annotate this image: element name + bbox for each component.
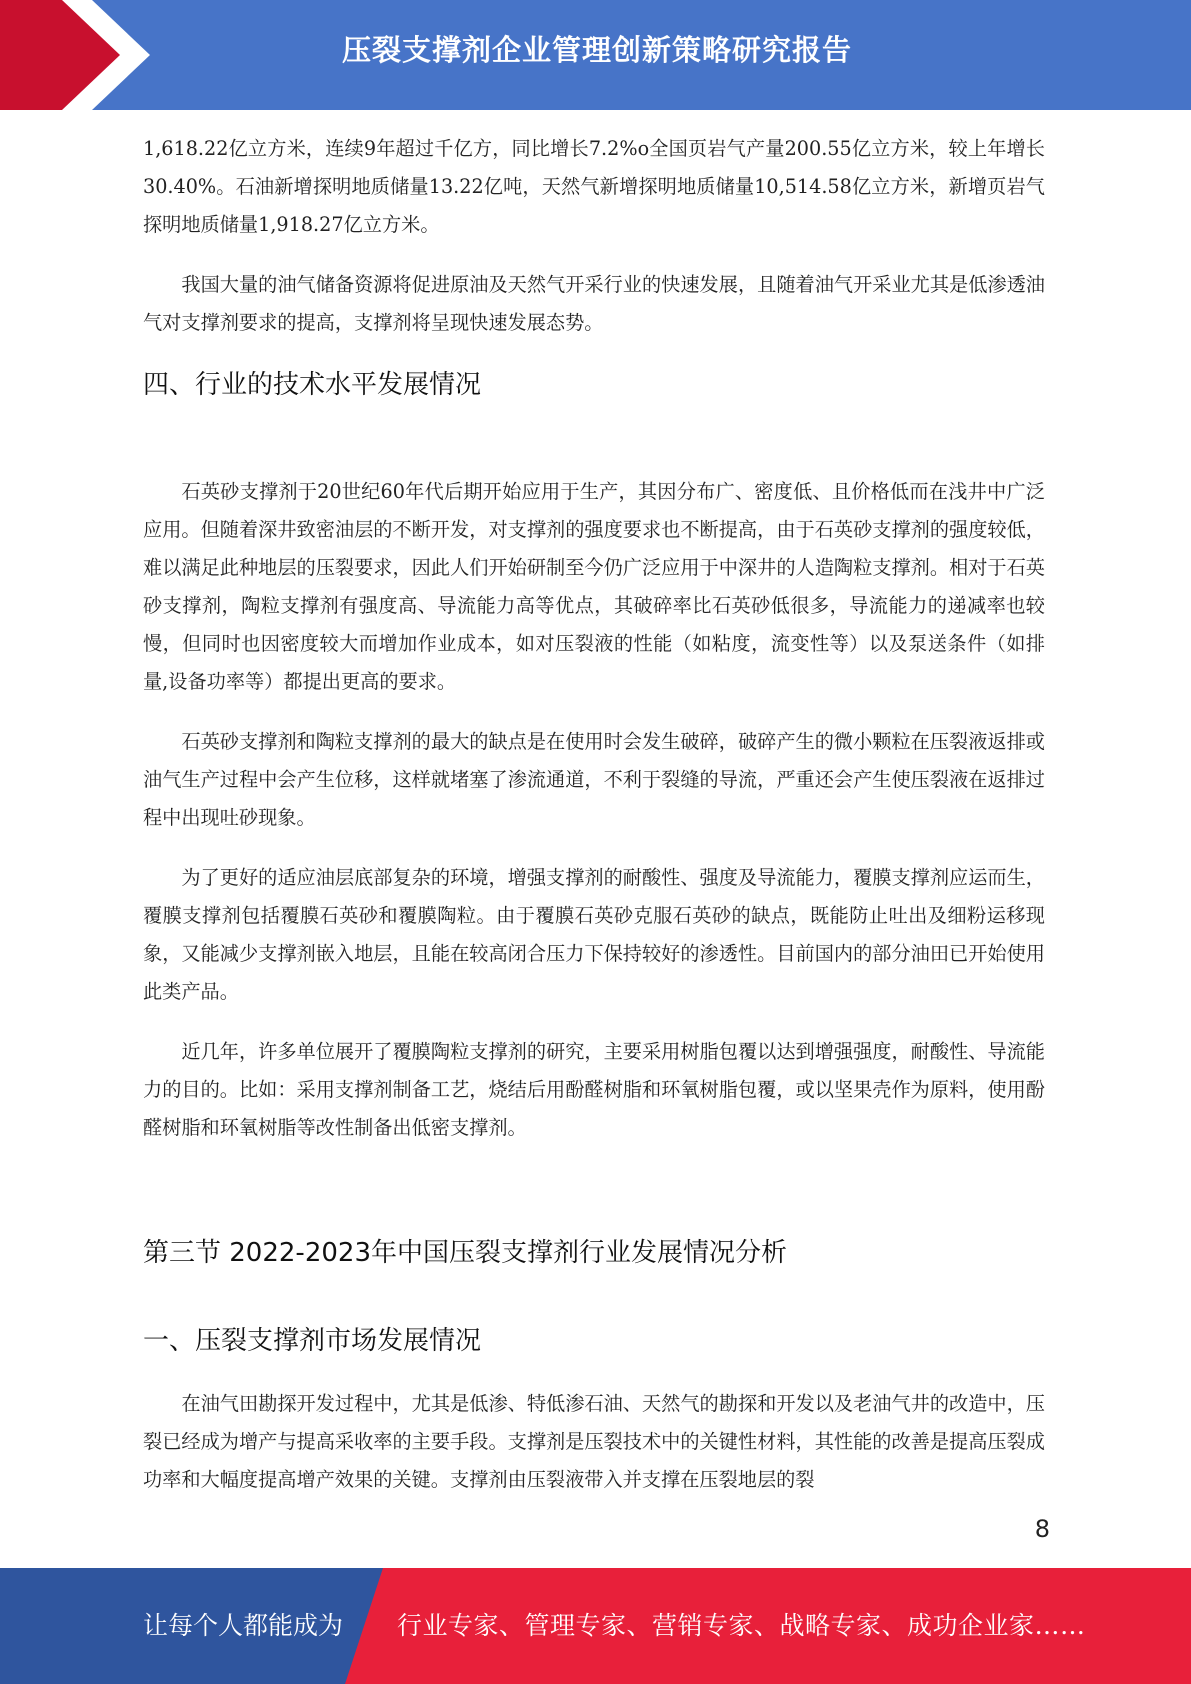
paragraph-fracturing-market: 在油气田勘探开发过程中，尤其是低渗、特低渗石油、天然气的勘探和开发以及老油气井的改造中，压裂已经成为增产与提高采收率的主要手段。支撑剂是压裂技术中的关键性材料，其性能的改善是提高压裂成功率和大幅度提高增产效果的关键。支撑剂由压裂液带入并支撑在压裂地层的裂 (143, 1392, 1045, 1491)
document-body (143, 130, 1045, 1499)
report-title: 压裂支撑剂企业管理创新策略研究报告 (342, 33, 853, 67)
heading-tech-level: 四、行业的技术水平发展情况 (143, 370, 482, 400)
heading-market-development: 一、压裂支撑剂市场发展情况 (143, 1326, 482, 1356)
footer-slogan-left: 让每个人都能成为 (143, 1611, 344, 1640)
paragraph-drawbacks: 石英砂支撑剂和陶粒支撑剂的最大的缺点是在使用时会发生破碎，破碎产生的微小颗粒在压裂液返排或油气生产过程中会产生位移，这样就堵塞了渗流通道，不利于裂缝的导流，严重还会产生使压裂液在返排过程中出现吐砂现象。 (143, 730, 1045, 829)
paragraph-resource-outlook: 我国大量的油气储备资源将促进原油及天然气开采行业的快速发展，且随着油气开采业尤其是低渗透油气对支撑剂要求的提高，支撑剂将呈现快速发展态势。 (143, 273, 1045, 334)
heading-section-3: 第三节 2022-2023年中国压裂支撑剂行业发展情况分析 (143, 1238, 787, 1268)
page-number: 8 (1034, 1515, 1050, 1543)
page-footer (0, 1568, 1191, 1684)
paragraph-quartz-sand: 石英砂支撑剂于20世纪60年代后期开始应用于生产，其因分布广、密度低、且价格低而在浅井中广泛应用。但随着深井致密油层的不断开发，对支撑剂的强度要求也不断提高，由于石英砂支撑剂的强度较低，难以满足此种地层的压裂要求，因此人们开始研制至今仍广泛应用于中深井的人造陶粒支撑剂。相对于石英砂支撑剂，陶粒支撑剂有强度高、导流能力高等优点，其破碎率比石英砂低很多，导流能力的递减率也较慢，但同时也因密度较大而增加作业成本，如对压裂液的性能（如粘度，流变性等）以及泵送条件（如排量,设备功率等）都提出更高的要求。 (143, 480, 1045, 693)
footer-slogan-right: 行业专家、管理专家、营销专家、战略专家、成功企业家…… (397, 1611, 1086, 1640)
paragraph-gas-statistics: 1,618.22亿立方米，连续9年超过千亿方，同比增长7.2%o全国页岩气产量200.55亿立方米，较上年增长30.40%。石油新增探明地质储量13.22亿吨，天然气新增探明地质储量10,514.58亿立方米，新增页岩气探明地质储量1,918.27亿立方米。 (143, 137, 1045, 236)
page-header (0, 0, 1191, 110)
paragraph-coated-proppant: 为了更好的适应油层底部复杂的环境，增强支撑剂的耐酸性、强度及导流能力，覆膜支撑剂应运而生，覆膜支撑剂包括覆膜石英砂和覆膜陶粒。由于覆膜石英砂克服石英砂的缺点，既能防止吐出及细粉运移现象，又能减少支撑剂嵌入地层，且能在较高闭合压力下保持较好的渗透性。目前国内的部分油田已开始使用此类产品。 (143, 866, 1045, 1003)
paragraph-resin-coating: 近几年，许多单位展开了覆膜陶粒支撑剂的研究，主要采用树脂包覆以达到增强强度，耐酸性、导流能力的目的。比如：采用支撑剂制备工艺，烧结后用酚醛树脂和环氧树脂包覆，或以坚果壳作为原料，使用酚醛树脂和环氧树脂等改性制备出低密支撑剂。 (143, 1040, 1045, 1139)
